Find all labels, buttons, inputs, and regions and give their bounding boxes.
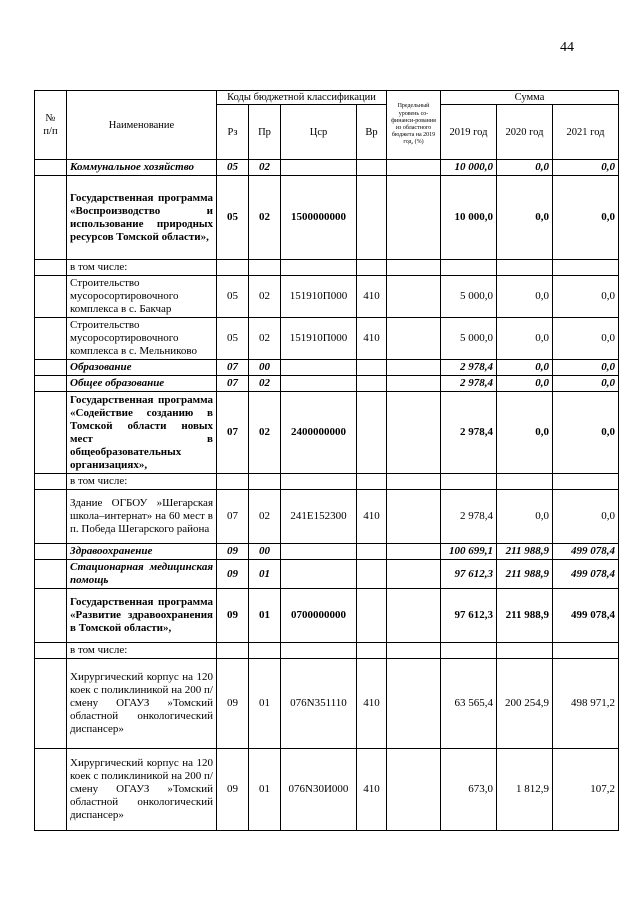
row-2021-cell: 0,0 (553, 176, 619, 260)
row-number-cell (35, 318, 67, 360)
row-number-cell (35, 276, 67, 318)
row-name-cell: Коммунальное хозяйство (67, 160, 217, 176)
row-2021-cell: 499 078,4 (553, 589, 619, 643)
row-name-cell: Стационарная медицинская помощь (67, 560, 217, 589)
row-2021-cell (553, 260, 619, 276)
row-vr-cell: 410 (357, 749, 387, 831)
row-pr-cell (249, 643, 281, 659)
row-2019-cell: 10 000,0 (441, 176, 497, 260)
row-limit-cell (387, 490, 441, 544)
row-vr-cell (357, 360, 387, 376)
row-2020-cell: 0,0 (497, 160, 553, 176)
row-2020-cell: 1 812,9 (497, 749, 553, 831)
row-2021-cell: 0,0 (553, 318, 619, 360)
row-pr-cell: 00 (249, 544, 281, 560)
row-name-cell: Здание ОГБОУ »Шегарская школа–интернат» на 60 мест в п. Победа Шегарского района (67, 490, 217, 544)
table-row (35, 318, 619, 360)
row-csr-cell (281, 376, 357, 392)
row-rz-cell (217, 474, 249, 490)
table-row (35, 749, 619, 831)
row-pr-cell: 02 (249, 160, 281, 176)
col-name-header: Наименование (67, 91, 217, 160)
row-vr-cell: 410 (357, 318, 387, 360)
row-2019-cell: 63 565,4 (441, 659, 497, 749)
row-limit-cell (387, 318, 441, 360)
row-rz-cell: 05 (217, 160, 249, 176)
row-rz-cell: 09 (217, 589, 249, 643)
row-name-cell: Строительство мусоросортировочного комплекса в с. Бакчар (67, 276, 217, 318)
row-2021-cell: 0,0 (553, 160, 619, 176)
row-2019-cell: 2 978,4 (441, 490, 497, 544)
row-name-cell: в том числе: (67, 260, 217, 276)
row-vr-cell (357, 392, 387, 474)
row-2021-cell: 0,0 (553, 360, 619, 376)
row-pr-cell (249, 474, 281, 490)
table-row (35, 276, 619, 318)
row-2020-cell (497, 260, 553, 276)
row-vr-cell (357, 589, 387, 643)
row-vr-cell: 410 (357, 276, 387, 318)
row-vr-cell (357, 544, 387, 560)
table-row (35, 392, 619, 474)
row-pr-cell: 01 (249, 749, 281, 831)
row-limit-cell (387, 376, 441, 392)
row-2021-cell: 0,0 (553, 392, 619, 474)
table-row (35, 659, 619, 749)
row-csr-cell (281, 560, 357, 589)
table-row (35, 544, 619, 560)
row-2019-cell: 10 000,0 (441, 160, 497, 176)
row-rz-cell (217, 643, 249, 659)
row-name-cell: Государственная программа «Воспроизводство и использование природных ресурсов Томской области», (67, 176, 217, 260)
row-rz-cell: 09 (217, 749, 249, 831)
row-vr-cell (357, 176, 387, 260)
row-csr-cell: 2400000000 (281, 392, 357, 474)
row-vr-cell (357, 376, 387, 392)
row-csr-cell: 241E152300 (281, 490, 357, 544)
row-rz-cell: 05 (217, 318, 249, 360)
row-rz-cell: 05 (217, 176, 249, 260)
row-number-cell (35, 544, 67, 560)
row-2020-cell: 0,0 (497, 176, 553, 260)
row-2019-cell: 97 612,3 (441, 560, 497, 589)
row-number-cell (35, 659, 67, 749)
row-2020-cell: 200 254,9 (497, 659, 553, 749)
row-name-cell: Образование (67, 360, 217, 376)
row-vr-cell: 410 (357, 659, 387, 749)
row-2019-cell: 2 978,4 (441, 360, 497, 376)
row-number-cell (35, 176, 67, 260)
row-rz-cell: 07 (217, 490, 249, 544)
row-rz-cell: 05 (217, 276, 249, 318)
row-2019-cell: 97 612,3 (441, 589, 497, 643)
row-number-cell (35, 160, 67, 176)
row-vr-cell: 410 (357, 490, 387, 544)
row-2021-cell: 498 971,2 (553, 659, 619, 749)
row-limit-cell (387, 360, 441, 376)
row-limit-cell (387, 160, 441, 176)
table-row (35, 560, 619, 589)
row-csr-cell (281, 474, 357, 490)
row-csr-cell (281, 160, 357, 176)
row-number-cell (35, 749, 67, 831)
row-rz-cell: 07 (217, 376, 249, 392)
row-limit-cell (387, 749, 441, 831)
row-number-cell (35, 360, 67, 376)
vr-header: Вр (357, 105, 387, 160)
row-number-cell (35, 260, 67, 276)
row-rz-cell: 07 (217, 360, 249, 376)
row-name-cell: Хирургический корпус на 120 коек с поликлиникой на 200 п/смену ОГАУЗ »Томский областной онкологический диспансер» (67, 749, 217, 831)
row-2020-cell (497, 474, 553, 490)
row-limit-cell (387, 589, 441, 643)
row-name-cell: Хирургический корпус на 120 коек с поликлиникой на 200 п/смену ОГАУЗ »Томский областной онкологический диспансер» (67, 659, 217, 749)
row-2020-cell: 0,0 (497, 376, 553, 392)
budget-table (34, 90, 619, 831)
table-body (35, 160, 619, 831)
row-number-cell (35, 392, 67, 474)
row-2020-cell (497, 643, 553, 659)
row-csr-cell: 151910П000 (281, 276, 357, 318)
row-number-cell (35, 490, 67, 544)
row-2021-cell (553, 474, 619, 490)
row-number-cell (35, 474, 67, 490)
row-2019-cell: 2 978,4 (441, 392, 497, 474)
codes-header: Коды бюджетной классификации (217, 91, 387, 105)
row-pr-cell: 02 (249, 392, 281, 474)
table-row (35, 490, 619, 544)
row-vr-cell (357, 260, 387, 276)
row-limit-cell (387, 392, 441, 474)
row-vr-cell (357, 474, 387, 490)
row-limit-cell (387, 474, 441, 490)
rz-header: Рз (217, 105, 249, 160)
row-limit-cell (387, 276, 441, 318)
row-rz-cell: 09 (217, 560, 249, 589)
row-rz-cell (217, 260, 249, 276)
row-2020-cell: 211 988,9 (497, 589, 553, 643)
row-2019-cell (441, 643, 497, 659)
table-row (35, 474, 619, 490)
row-2019-cell: 100 699,1 (441, 544, 497, 560)
table-row (35, 160, 619, 176)
row-csr-cell (281, 544, 357, 560)
row-limit-cell (387, 643, 441, 659)
table-row (35, 260, 619, 276)
row-2019-cell: 5 000,0 (441, 318, 497, 360)
row-2020-cell: 0,0 (497, 360, 553, 376)
row-2021-cell: 107,2 (553, 749, 619, 831)
row-vr-cell (357, 560, 387, 589)
row-name-cell: Общее образование (67, 376, 217, 392)
row-2020-cell: 0,0 (497, 276, 553, 318)
row-rz-cell: 09 (217, 659, 249, 749)
row-vr-cell (357, 643, 387, 659)
pr-header: Пр (249, 105, 281, 160)
row-limit-cell (387, 260, 441, 276)
row-pr-cell: 02 (249, 376, 281, 392)
row-2021-cell: 0,0 (553, 376, 619, 392)
row-pr-cell: 00 (249, 360, 281, 376)
row-pr-cell (249, 260, 281, 276)
year-2019-header: 2019 год (441, 105, 497, 160)
sum-header: Сумма (441, 91, 619, 105)
table-row (35, 589, 619, 643)
row-pr-cell: 02 (249, 176, 281, 260)
row-pr-cell: 01 (249, 659, 281, 749)
row-2021-cell (553, 643, 619, 659)
row-2021-cell: 0,0 (553, 490, 619, 544)
row-csr-cell (281, 643, 357, 659)
row-limit-cell (387, 560, 441, 589)
table-row (35, 376, 619, 392)
row-2019-cell (441, 260, 497, 276)
row-pr-cell: 02 (249, 318, 281, 360)
row-csr-cell: 076N30И000 (281, 749, 357, 831)
row-2019-cell: 2 978,4 (441, 376, 497, 392)
row-pr-cell: 01 (249, 560, 281, 589)
row-csr-cell (281, 260, 357, 276)
row-name-cell: Государственная программа «Развитие здравоохранения в Томской области», (67, 589, 217, 643)
row-pr-cell: 01 (249, 589, 281, 643)
row-2021-cell: 499 078,4 (553, 544, 619, 560)
page-number: 44 (560, 40, 574, 55)
row-limit-cell (387, 544, 441, 560)
row-2020-cell: 211 988,9 (497, 544, 553, 560)
row-number-cell (35, 560, 67, 589)
year-2021-header: 2021 год (553, 105, 619, 160)
col-number-header: № п/п (35, 91, 67, 160)
row-pr-cell: 02 (249, 490, 281, 544)
table-row (35, 643, 619, 659)
row-name-cell: в том числе: (67, 643, 217, 659)
row-2021-cell: 0,0 (553, 276, 619, 318)
csr-header: Цср (281, 105, 357, 160)
row-csr-cell (281, 360, 357, 376)
row-2020-cell: 211 988,9 (497, 560, 553, 589)
row-number-cell (35, 589, 67, 643)
row-name-cell: в том числе: (67, 474, 217, 490)
row-pr-cell: 02 (249, 276, 281, 318)
row-number-cell (35, 376, 67, 392)
row-limit-cell (387, 176, 441, 260)
row-csr-cell: 1500000000 (281, 176, 357, 260)
row-2019-cell (441, 474, 497, 490)
row-limit-cell (387, 659, 441, 749)
row-2020-cell: 0,0 (497, 318, 553, 360)
row-name-cell: Здравоохранение (67, 544, 217, 560)
row-number-cell (35, 643, 67, 659)
year-2020-header: 2020 год (497, 105, 553, 160)
row-csr-cell: 151910П000 (281, 318, 357, 360)
row-2019-cell: 5 000,0 (441, 276, 497, 318)
row-2021-cell: 499 078,4 (553, 560, 619, 589)
limit-header: Предельный уровень со-финанси-рования из областного бюджета на 2019 год, (%) (387, 91, 441, 160)
row-csr-cell: 0700000000 (281, 589, 357, 643)
row-2020-cell: 0,0 (497, 490, 553, 544)
table-row (35, 360, 619, 376)
row-rz-cell: 09 (217, 544, 249, 560)
row-name-cell: Строительство мусоросортировочного комплекса в с. Мельниково (67, 318, 217, 360)
row-name-cell: Государственная программа «Содействие созданию в Томской области новых мест в общеобразовательных организациях», (67, 392, 217, 474)
row-rz-cell: 07 (217, 392, 249, 474)
row-2019-cell: 673,0 (441, 749, 497, 831)
row-csr-cell: 076N351110 (281, 659, 357, 749)
table-row (35, 176, 619, 260)
row-2020-cell: 0,0 (497, 392, 553, 474)
row-vr-cell (357, 160, 387, 176)
